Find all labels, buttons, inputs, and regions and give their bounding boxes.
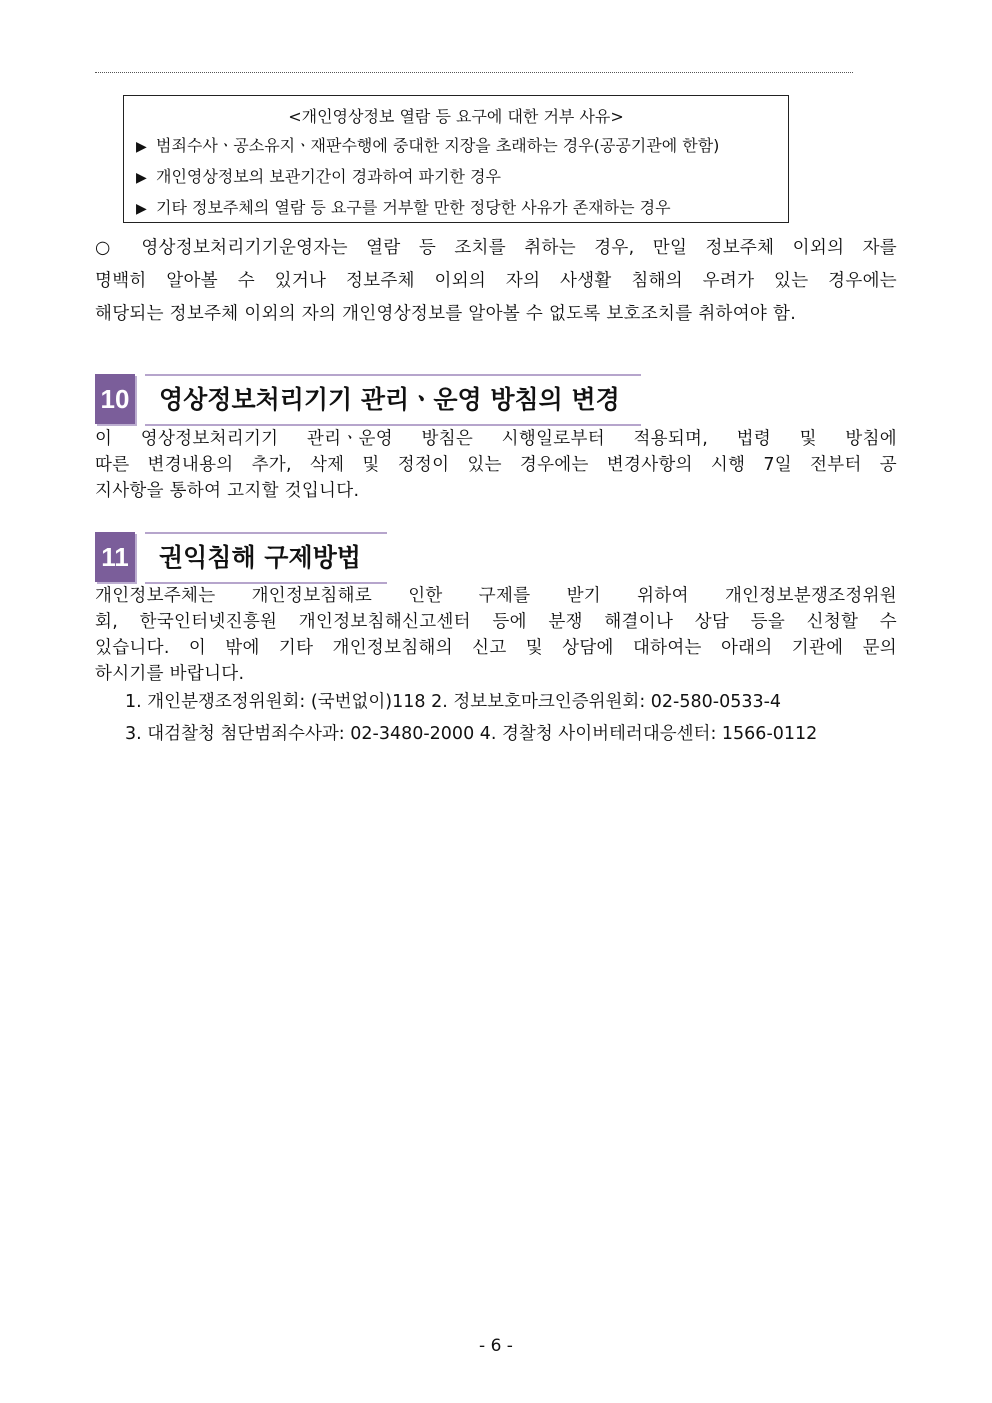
page-number: - 6 - xyxy=(479,1336,513,1356)
refusal-reason-item: ▶ 범죄수사ㆍ공소유지ㆍ재판수행에 중대한 지장을 초래하는 경우(공공기관에 한함) xyxy=(136,131,776,162)
section-number-badge: 10 xyxy=(95,374,135,424)
triangle-bullet-icon: ▶ xyxy=(136,139,147,155)
header-divider xyxy=(95,72,853,73)
contact-line: 1. 개인분쟁조정위원회: (국번없이)118 2. 정보보호마크인증위원회: 02-580-0533-4 xyxy=(125,692,782,712)
section-title: 권익침해 구제방법 xyxy=(145,532,387,584)
protection-measure-paragraph: ○ 영상정보처리기기운영자는 열람 등 조치를 취하는 경우, 만일 정보주체 이외의 자를 명백히 알아볼 수 있거나 정보주체 이외의 자의 사생활 침해의 우려가 있는 경우에는 해당되는 정보주체 이외의 자의 개인영상정보를 알아볼 수 없도록 보호조치를 취하여야 함. xyxy=(95,238,897,324)
triangle-bullet-icon: ▶ xyxy=(136,201,147,217)
refusal-reasons-title: <개인영상정보 열람 등 요구에 대한 거부 사유> xyxy=(288,107,624,126)
section-number-badge: 11 xyxy=(95,532,135,582)
refusal-reason-item: ▶ 기타 정보주체의 열람 등 요구를 거부할 만한 정당한 사유가 존재하는 경우 xyxy=(136,193,776,224)
triangle-bullet-icon: ▶ xyxy=(136,170,147,186)
section-10-body: 이 영상정보처리기기 관리ㆍ운영 방침은 시행일로부터 적용되며, 법령 및 방침에 따른 변경내용의 추가, 삭제 및 정정이 있는 경우에는 변경사항의 시행 7일 전부터 공 지사항을 통하여 고지할 것입니다. xyxy=(95,429,897,501)
contact-line: 3. 대검찰청 첨단범죄수사과: 02-3480-2000 4. 경찰청 사이버테러대응센터: 1566-0112 xyxy=(125,724,818,744)
section-11-body: 개인정보주체는 개인정보침해로 인한 구제를 받기 위하여 개인정보분쟁조정위원 회, 한국인터넷진흥원 개인정보침해신고센터 등에 분쟁 해결이나 상담 등을 신청할 수 있습니다. 이 밖에 기타 개인정보침해의 신고 및 상담에 대하여는 아래의 기관에 문의 하시기를 바랍니다. xyxy=(95,586,897,684)
refusal-reasons-box xyxy=(123,95,789,223)
refusal-reason-item: ▶ 개인영상정보의 보관기간이 경과하여 파기한 경우 xyxy=(136,162,776,193)
section-title: 영상정보처리기기 관리ㆍ운영 방침의 변경 xyxy=(145,374,641,426)
